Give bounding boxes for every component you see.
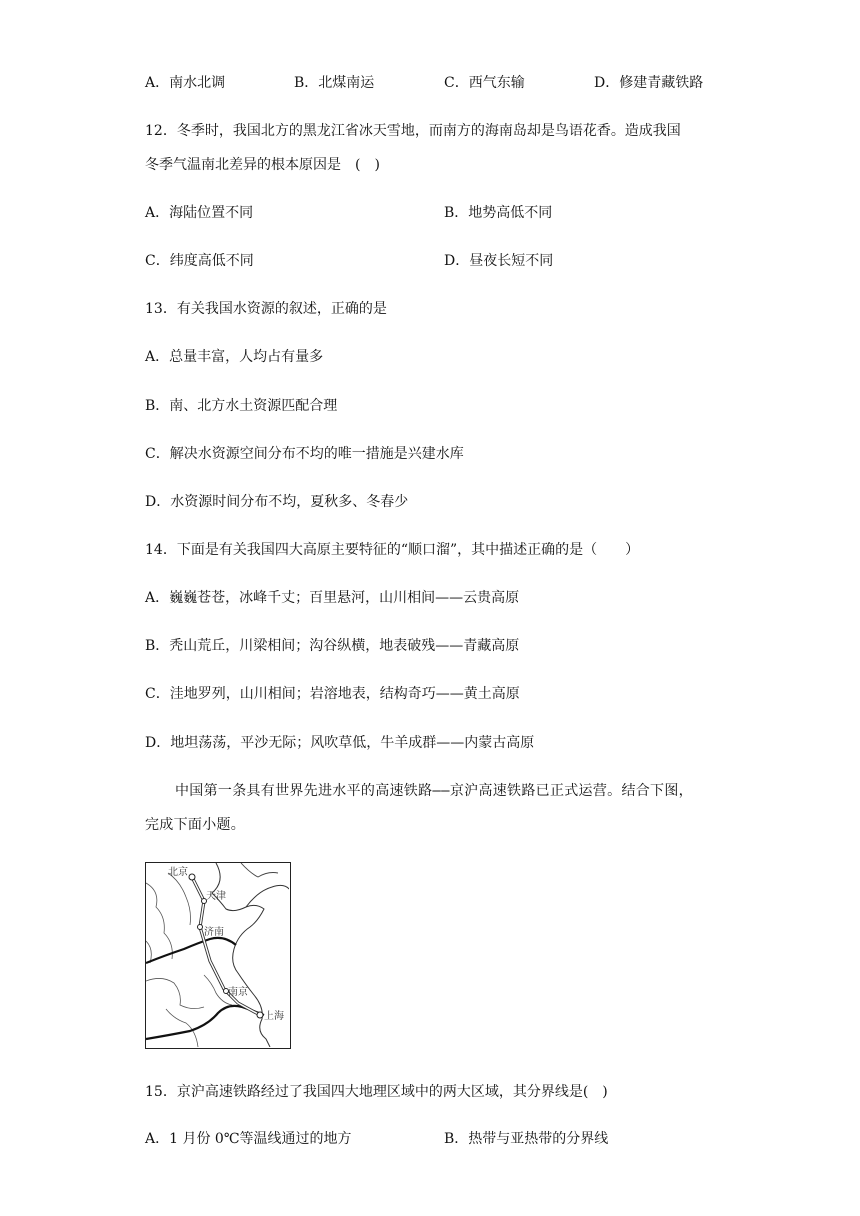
q14-option-a: A．巍巍苍苍，冰峰千丈；百里悬河，山川相间——云贵高原 <box>145 590 520 606</box>
province-border <box>166 1009 198 1047</box>
q15-option-a: A．1 月份 0℃等温线通过的地方 <box>145 1131 352 1147</box>
q15-stem: 15．京沪高速铁路经过了我国四大地理区域中的两大区域，其分界线是( ) <box>145 1084 608 1100</box>
city-marker-jinan <box>198 925 203 930</box>
railway-map <box>145 862 291 1049</box>
q11-option-a: A．南水北调 <box>145 75 226 91</box>
q13-option-d: D．水资源时间分布不均，夏秋多、冬春少 <box>145 494 409 510</box>
q12-option-d: D．昼夜长短不同 <box>444 253 554 269</box>
jinghu-railway-inner <box>192 877 260 1015</box>
q14-option-c: C．洼地罗列，山川相间；岩溶地表，结构奇巧——黄土高原 <box>145 686 520 702</box>
q11-option-c: C．西气东输 <box>444 75 525 91</box>
q13-option-a: A．总量丰富，人均占有量多 <box>145 349 324 365</box>
city-label-shanghai: 上海 <box>264 1011 284 1022</box>
q12-stem-line1: 12．冬季时，我国北方的黑龙江省冰天雪地，而南方的海南岛却是鸟语花香。造成我国 <box>145 123 681 139</box>
passage-line2: 完成下面小题。 <box>145 817 246 833</box>
q13-option-b: B．南、北方水土资源匹配合理 <box>145 398 338 414</box>
peninsula-outline <box>246 885 289 907</box>
province-border <box>146 941 151 963</box>
city-label-nanjing: 南京 <box>228 987 248 998</box>
city-label-beijing: 北京 <box>168 867 188 878</box>
yellow-river <box>146 938 236 963</box>
q13-option-c: C．解决水资源空间分布不均的唯一措施是兴建水库 <box>145 446 464 462</box>
q13-stem: 13．有关我国水资源的叙述，正确的是 <box>145 301 387 317</box>
q12-option-a: A．海陆位置不同 <box>145 205 254 221</box>
q15-option-b: B．热带与亚热带的分界线 <box>444 1131 609 1147</box>
passage-line1: 中国第一条具有世界先进水平的高速铁路——京沪高速铁路已正式运营。结合下图， <box>175 783 693 799</box>
q11-option-b: B．北煤南运 <box>294 75 375 91</box>
railway-map-svg <box>146 863 289 1047</box>
q14-option-b: B．秃山荒丘，川梁相间；沟谷纵横，地表破残——青藏高原 <box>145 638 520 654</box>
city-marker-shanghai <box>257 1012 263 1018</box>
province-border <box>146 978 204 1008</box>
q14-option-d: D．地坦荡荡，平沙无际；风吹草低，牛羊成群——内蒙古高原 <box>145 735 535 751</box>
northeast-coast <box>241 863 278 877</box>
province-border <box>168 873 191 925</box>
q12-stem-line2: 冬季气温南北差异的根本原因是 ( ) <box>145 157 380 173</box>
q14-stem: 14．下面是有关我国四大高原主要特征的“顺口溜”，其中描述正确的是（ ） <box>145 542 640 558</box>
city-marker-beijing <box>189 874 195 880</box>
city-label-jinan: 济南 <box>204 927 224 938</box>
q11-option-d: D．修建青藏铁路 <box>594 75 704 91</box>
city-label-tianjin: 天津 <box>206 891 226 902</box>
q12-option-c: C．纬度高低不同 <box>145 253 254 269</box>
q12-option-b: B．地势高低不同 <box>444 205 553 221</box>
yangtze-river <box>146 1006 264 1039</box>
